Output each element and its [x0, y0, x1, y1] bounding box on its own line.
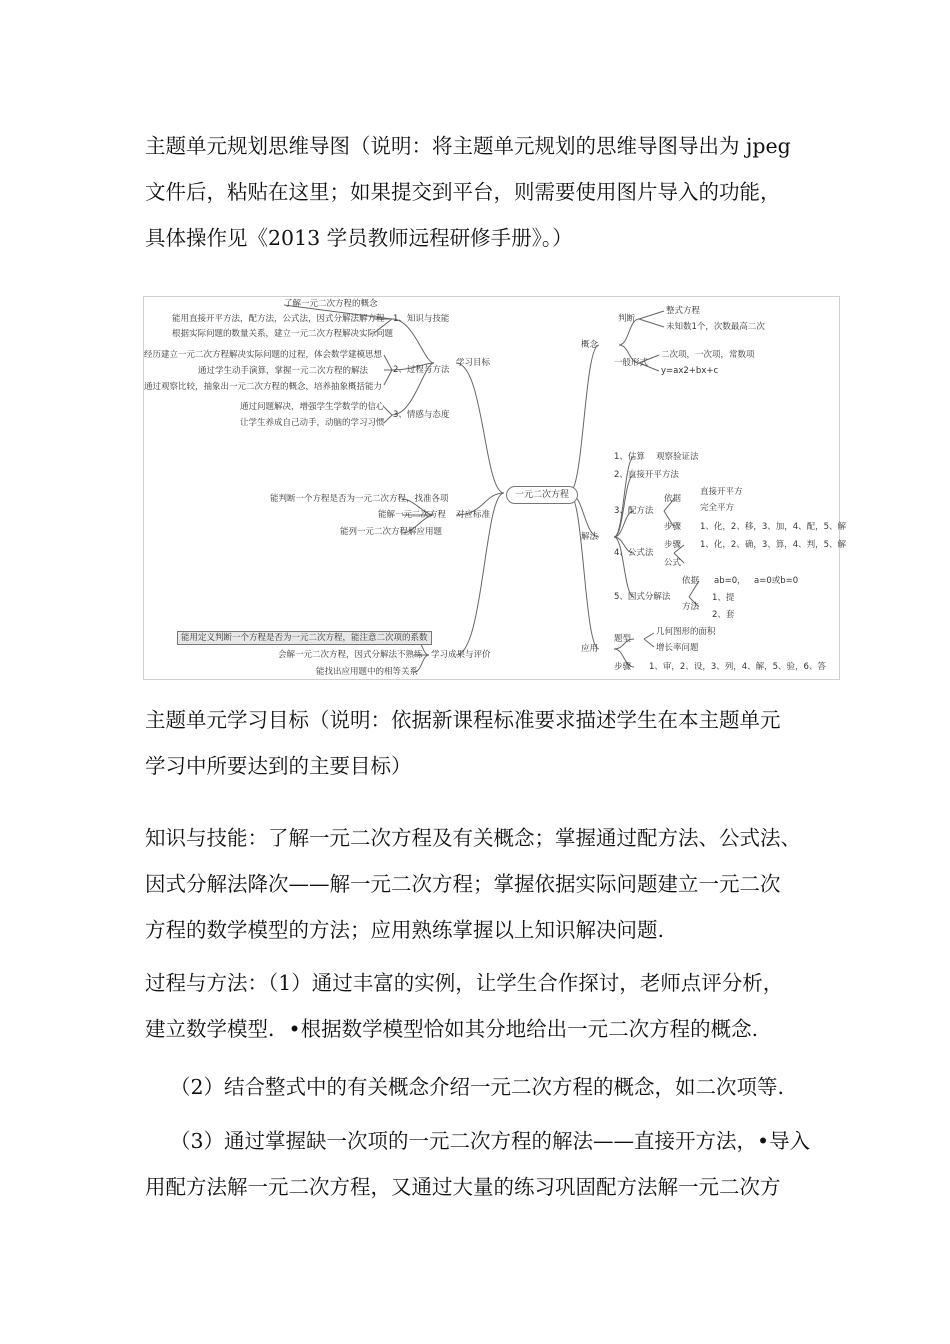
- node-concept: 概念: [581, 340, 599, 350]
- node-a2a: 1、审，2、设，3、列，4、解，5、验，6、答: [649, 662, 826, 672]
- node-m3: 3、配方法: [614, 506, 654, 516]
- node-def2: 未知数1个，次数最高二次: [666, 322, 765, 332]
- node-definition: 判断: [618, 314, 636, 324]
- text-line: 用配方法解一元二次方程，又通过大量的练习巩固配方法解一元二次方: [145, 1175, 781, 1199]
- text-line: 知识与技能：了解一元二次方程及有关概念；掌握通过配方法、公式法、: [145, 826, 801, 850]
- text-line: 学习中所要达到的主要目标）: [145, 754, 412, 778]
- text-line: 文件后，粘贴在这里；如果提交到平台，则需要使用图片导入的功能，: [145, 180, 781, 204]
- knowledge-skills-paragraph: [145, 815, 845, 953]
- node-k1c: 根据实际问题的数量关系，建立一元二次方程解决实际问题: [172, 329, 394, 339]
- node-m3a2: 完全平方: [700, 503, 735, 513]
- node-k1b: 能用直接开平方法，配方法，公式法，因式分解法解方程: [172, 314, 385, 324]
- node-m4: 4、公式法: [614, 548, 654, 558]
- node-m5a: 依据: [682, 576, 700, 586]
- node-k3a: 通过问题解决，增强学生学数学的信心: [240, 402, 385, 412]
- node-m4b: 公式: [664, 558, 682, 568]
- text-line: 主题单元规划思维导图（说明：将主题单元规划的思维导图导出为 jpeg: [145, 134, 791, 158]
- learning-goals-heading: [145, 697, 845, 789]
- node-m3a1: 直接开平方: [700, 487, 743, 497]
- node-a2: 步骤: [614, 662, 632, 672]
- node-process: 2、过程与方法: [393, 365, 450, 375]
- mindmap-center-node: 一元二次方程: [506, 486, 578, 504]
- node-m5b1: 1、提: [712, 593, 735, 603]
- node-k3b: 让学生养成自己动手，动脑的学习习惯: [240, 418, 385, 428]
- node-m5: 5、因式分解法: [614, 592, 671, 602]
- process-methods-paragraph: [145, 960, 845, 1052]
- text-line: 过程与方法：（1）通过丰富的实例，让学生合作探讨，老师点评分析，: [145, 971, 784, 995]
- node-k2b: 通过学生动手演算，掌握一元二次方程的解法: [198, 366, 369, 376]
- node-e3: 能找出应用题中的相等关系: [316, 667, 419, 677]
- node-general-form: 一般形式: [614, 358, 649, 368]
- node-standard: 对应标准: [456, 510, 491, 520]
- node-m1: 1、估算: [614, 452, 645, 462]
- text-line: （3）通过掌握缺一次项的一元二次方程的解法——直接开方法，•导入: [170, 1129, 811, 1153]
- node-m5b2: 2、套: [712, 610, 735, 620]
- node-a1a: 几何图形的面积: [656, 627, 716, 637]
- process-point-2: [170, 1064, 870, 1110]
- node-m5b: 方法: [682, 602, 700, 612]
- mind-map-image: [143, 296, 847, 680]
- node-s2: 能解一元二次方程: [378, 510, 447, 520]
- node-application: 应用: [581, 644, 599, 654]
- node-m5a2: a=0或b=0: [754, 576, 799, 586]
- node-m4a: 步骤: [664, 540, 682, 550]
- text-line: 建立数学模型．•根据数学模型恰如其分地给出一元二次方程的概念.: [145, 1017, 759, 1041]
- text-line: 主题单元学习目标（说明：依据新课程标准要求描述学生在本主题单元: [145, 708, 781, 732]
- node-e2: 会解一元二次方程，因式分解法不熟练: [278, 650, 423, 660]
- node-m3a: 依据: [664, 494, 682, 504]
- node-m1a: 观察验证法: [656, 452, 699, 462]
- node-form1: 二次项，一次项，常数项: [661, 350, 755, 360]
- node-methods: 解法: [581, 532, 599, 542]
- node-a1b: 增长率问题: [656, 643, 699, 653]
- node-k2a: 经历建立一元二次方程解决实际问题的过程，体会数学建模思想: [144, 350, 383, 360]
- node-s1: 能判断一个方程是否为一元二次方程，找准各项: [270, 494, 449, 504]
- node-def1: 整式方程: [666, 306, 701, 316]
- node-m3b: 步骤: [664, 522, 682, 532]
- node-m3b1: 1、化，2、移，3、加，4、配，5、解: [700, 522, 847, 532]
- mindmap-instructions: [145, 123, 845, 261]
- node-form2: y=ax2+bx+c: [661, 366, 719, 376]
- text-line: 方程的数学模型的方法；应用熟练掌握以上知识解决问题.: [145, 918, 665, 942]
- node-k1a: 了解一元二次方程的概念: [284, 299, 378, 309]
- node-m4a1: 1、化，2、确，3、算，4、判，5、解: [700, 540, 847, 550]
- process-point-3-continued: [145, 1164, 845, 1210]
- node-e1: 能用定义判断一个方程是否为一元二次方程，能注意二次项的系数: [177, 631, 432, 645]
- text-line: 因式分解法降次——解一元二次方程；掌握依据实际问题建立一元二次: [145, 872, 781, 896]
- node-a1: 题型: [614, 634, 632, 644]
- node-evaluation: 学习成果与评价: [431, 650, 491, 660]
- node-attitude: 3、情感与态度: [393, 410, 450, 420]
- text-line: 具体操作见《2013 学员教师远程研修手册》。）: [145, 226, 573, 250]
- node-m2: 2、直接开平方法: [614, 470, 679, 480]
- node-m5a1: ab=0，: [714, 576, 746, 586]
- node-knowledge: 1、知识与技能: [393, 314, 450, 324]
- process-point-3: [170, 1118, 870, 1164]
- node-goals: 学习目标: [456, 358, 491, 368]
- text-line: （2）结合整式中的有关概念介绍一元二次方程的概念，如二次项等.: [170, 1075, 785, 1099]
- node-s3: 能列一元二次方程解应用题: [340, 527, 443, 537]
- node-k2c: 通过观察比较，抽象出一元二次方程的概念，培养抽象概括能力: [144, 382, 383, 392]
